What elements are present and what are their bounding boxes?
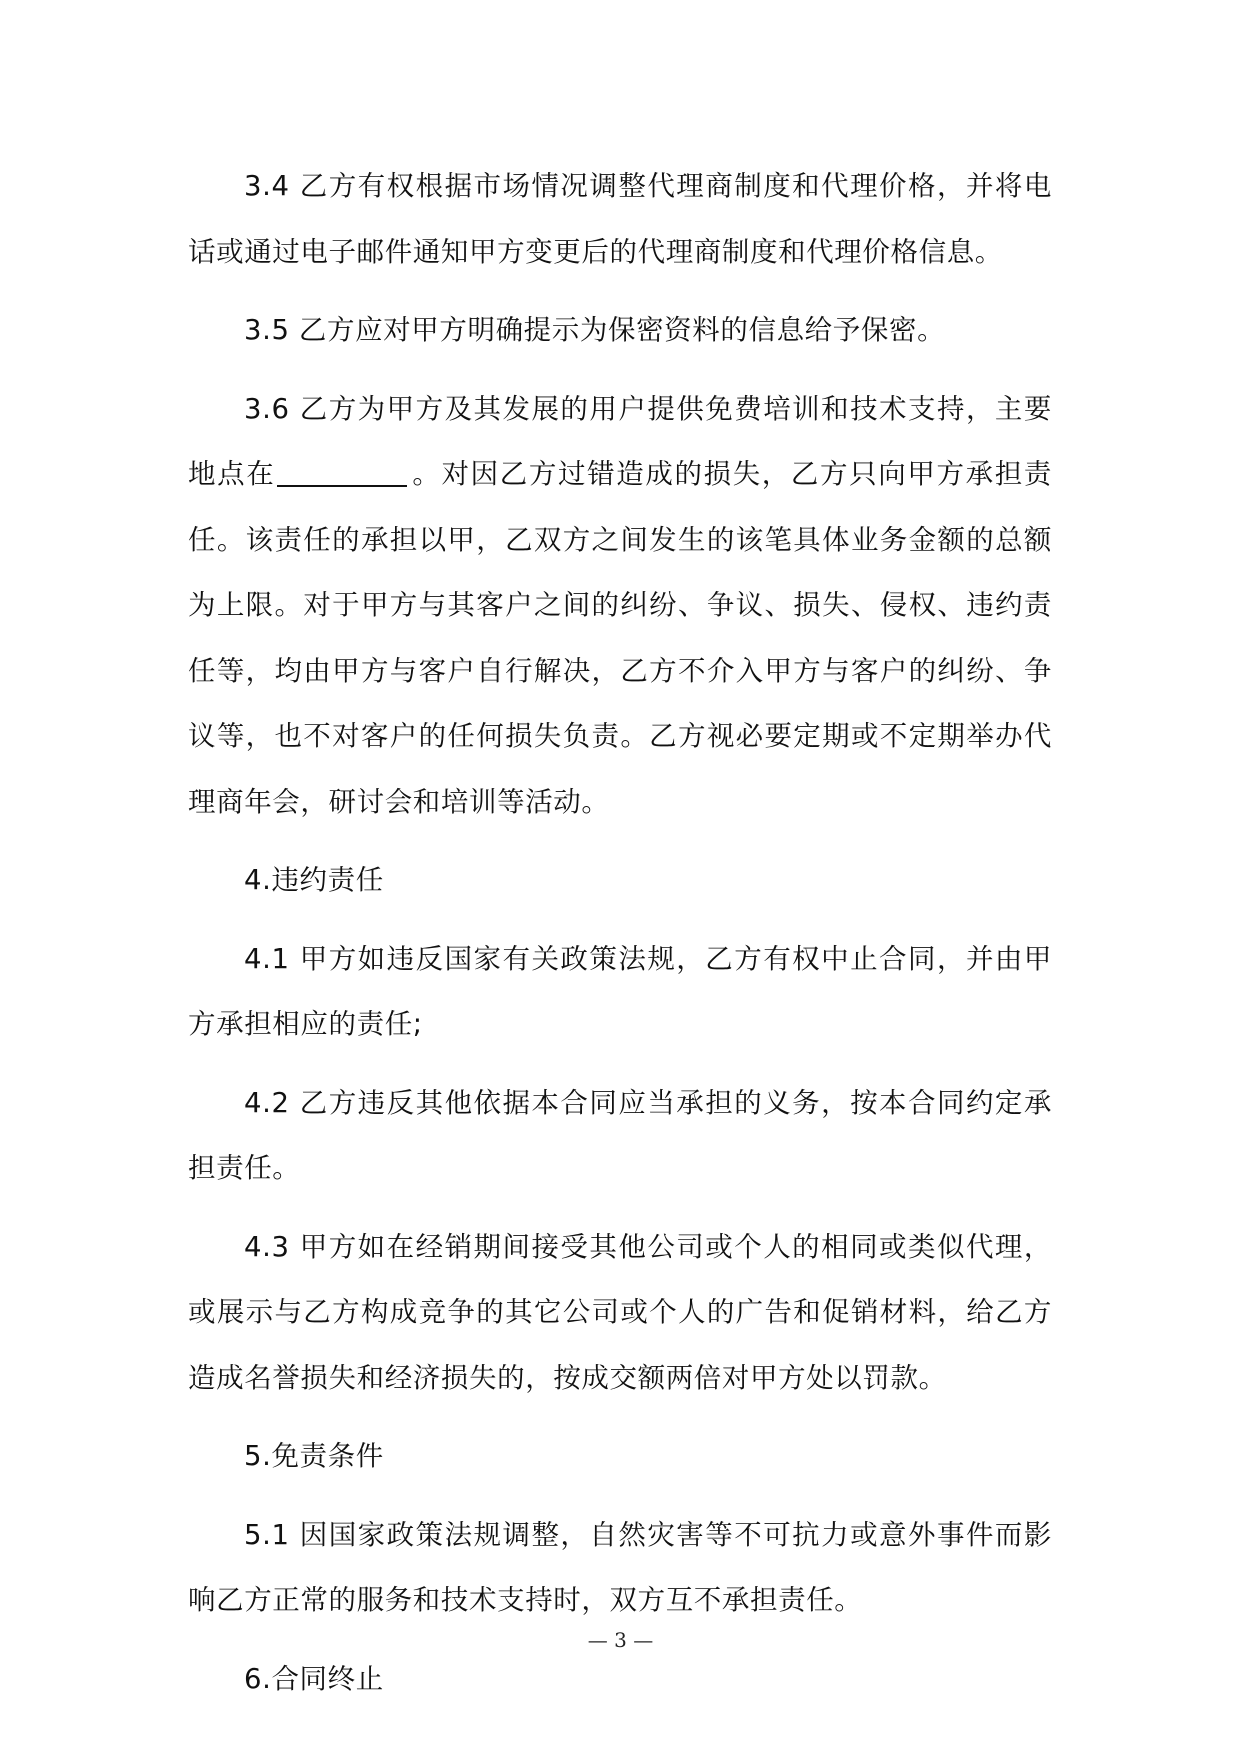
section-heading-5: 5.免责条件 [244,1440,384,1472]
document-body [188,154,1052,1725]
section-heading-4: 4.违约责任 [244,864,384,896]
clause-3-6 [188,377,1052,836]
clause-5-1: 5.1 因国家政策法规调整，自然灾害等不可抗力或意外事件而影响乙方正常的服务和技术支持时，双方互不承担责任。 [188,1518,1052,1616]
clause-4-1: 4.1 甲方如违反国家有关政策法规，乙方有权中止合同，并由甲方承担相应的责任; [188,942,1052,1040]
clause-4-3: 4.3 甲方如在经销期间接受其他公司或个人的相同或类似代理，或展示与乙方构成竞争的其它公司或个人的广告和促销材料，给乙方造成名誉损失和经济损失的，按成交额两倍对甲方处以罚款。 [188,1230,1052,1394]
page-number: — 3 — [587,1628,654,1652]
clause-3-4: 3.4 乙方有权根据市场情况调整代理商制度和代理价格，并将电话或通过电子邮件通知甲方变更后的代理商制度和代理价格信息。 [188,170,1052,268]
section-heading-6: 6.合同终止 [244,1662,384,1695]
clause-4-2: 4.2 乙方违反其他依据本合同应当承担的义务，按本合同约定承担责任。 [188,1086,1052,1184]
clause-3-6-part-1: 3.6 乙方为甲方及其发展的用户提供免费培训和技术支持，主要地点在 [188,392,1052,490]
clause-3-5: 3.5 乙方应对甲方明确提示为保密资料的信息给予保密。 [244,314,946,346]
clause-3-6-part-2: 。对因乙方过错造成的损失，乙方只向甲方承担责任。该责任的承担以甲，乙双方之间发生的该笔具体业务金额的总额为上限。对于甲方与其客户之间的纠纷、争议、损失、侵权、违约责任等，均由甲方与客户自行解决，乙方不介入甲方与客户的纠纷、争议等，也不对客户的任何损失负责。乙方视必要定期或不定期举办代理商年会，研讨会和培训等活动。 [188,458,1052,818]
fill-in-blank-location [277,455,407,487]
